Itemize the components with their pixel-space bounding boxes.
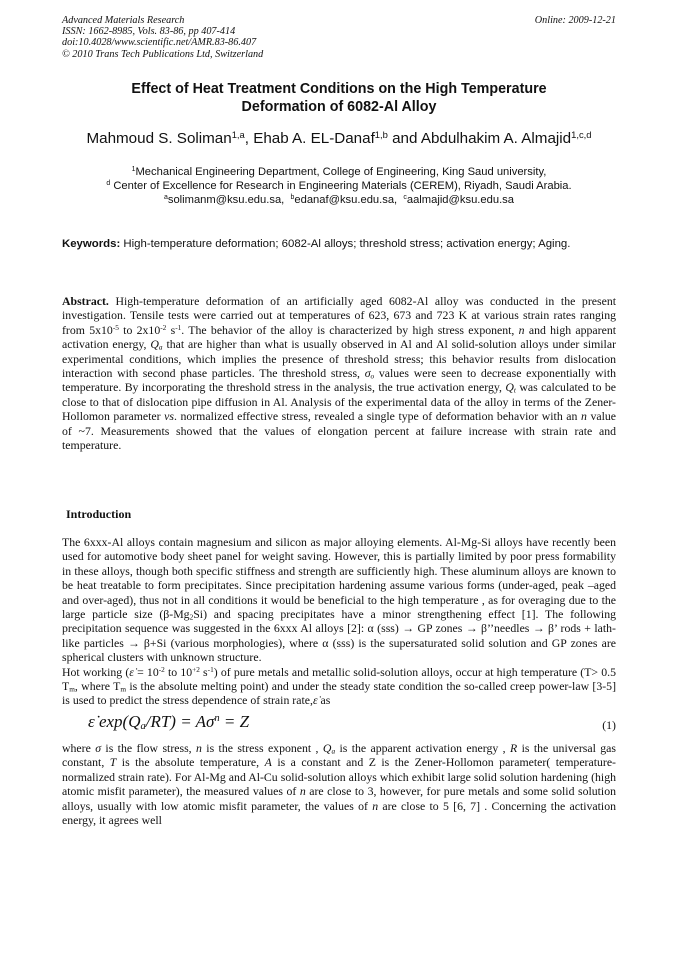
body-text: are close to 5 [6, 7] . Concerning the activation energy, it agrees well bbox=[62, 798, 616, 828]
author-sup: 1,a bbox=[231, 128, 245, 140]
abstract-text: High-temperature deformation of an artificially aged 6082-Al alloy was conducted in the present investigation. Tensile tests were carried out at temperatures of 623, 673 and 723 K at various strain rates ranging from 5x10 bbox=[62, 294, 616, 337]
body-text: is the stress exponent , bbox=[201, 741, 323, 755]
body-text: is the universal gas constant, bbox=[62, 741, 616, 770]
body-text: to 10 bbox=[164, 664, 193, 679]
equation-number: (1) bbox=[602, 718, 616, 732]
online-date: Online: 2009-12-21 bbox=[534, 15, 616, 26]
math-symbol: n bbox=[518, 322, 525, 337]
author-sup: 1,c,d bbox=[571, 128, 592, 140]
body-text: as bbox=[317, 693, 331, 708]
doi: doi:10.4028/www.scientific.net/AMR.83-86.407 bbox=[62, 37, 257, 49]
abstract-label: Abstract. bbox=[62, 294, 109, 308]
math-symbol: ε̇ bbox=[129, 664, 134, 679]
math-subscript: a bbox=[158, 342, 163, 352]
copyright: © 2010 Trans Tech Publications Ltd, Switzerland bbox=[62, 48, 264, 60]
introduction-body bbox=[62, 535, 616, 708]
subscript: m bbox=[120, 684, 127, 694]
body-text: is the absolute melting point) and under the steady state condition the so-called creep power-law [3-5] is used to predict the stress dependence of strain rate, bbox=[62, 679, 616, 708]
subscript: 2 bbox=[189, 612, 194, 622]
abstract-text: that are higher than what is usually observed in Al and Al solid-solution alloys under similar experimental conditions, which implies the presence of threshold stress; this behavior results from dislocation interaction with second phase particles. The threshold stress, bbox=[62, 337, 616, 381]
superscript: +2 bbox=[192, 664, 200, 674]
italic-text: vs bbox=[164, 409, 174, 424]
affiliation-2 bbox=[40, 179, 638, 193]
paragraph bbox=[62, 535, 616, 665]
body-text: ) of pure metals and metallic solid-solution alloys, occur at high temperature (T> 0.5 T bbox=[62, 664, 616, 694]
email-sup: a bbox=[163, 194, 168, 202]
body-text: , where T bbox=[74, 679, 121, 694]
keywords-text: High-temperature deformation; 6082-Al alloys; threshold stress; activation energy; Aging. bbox=[120, 238, 571, 250]
email: edanaf@ksu.edu.sa, bbox=[294, 194, 398, 206]
affiliation-sup: d bbox=[106, 180, 111, 188]
equation-part: = Z bbox=[219, 712, 250, 731]
email: aalmajid@ksu.edu.sa bbox=[406, 194, 514, 206]
author-sup: 1,b bbox=[374, 128, 388, 140]
math-symbol: n bbox=[580, 409, 587, 424]
body-text: is the absolute temperature, bbox=[116, 755, 265, 770]
math-symbol: n bbox=[299, 784, 306, 799]
email-sup: c bbox=[403, 194, 407, 202]
paper-title bbox=[60, 81, 618, 116]
title-line-1: Effect of Heat Treatment Conditions on the High Temperature bbox=[131, 81, 547, 97]
equation-superscript: n bbox=[214, 713, 220, 725]
math-symbol: A bbox=[264, 755, 272, 770]
subscript: m bbox=[69, 684, 75, 694]
paragraph bbox=[62, 665, 616, 708]
body-text: where bbox=[62, 741, 96, 755]
superscript: -1 bbox=[207, 664, 214, 674]
body-text: Hot working ( bbox=[62, 664, 130, 679]
math-subscript: t bbox=[513, 385, 516, 395]
title-line-2: Deformation of 6082-Al Alloy bbox=[241, 98, 437, 115]
abstract-text: to 2x10 bbox=[118, 322, 161, 337]
equation-part: ε̇ exp( bbox=[88, 712, 129, 731]
email-sup: b bbox=[290, 194, 295, 202]
equation-part: /RT) = Aσ bbox=[145, 712, 215, 731]
body-text: = 10 bbox=[133, 664, 159, 679]
issn: ISSN: 1662-8985, Vols. 83-86, pp 407-414 bbox=[62, 26, 236, 38]
abstract-text: . The behavior of the alloy is characterized by high stress exponent, bbox=[181, 322, 519, 337]
journal-name: Advanced Materials Research bbox=[62, 15, 185, 26]
affiliation-text: Center of Excellence for Research in Engineering Materials (CEREM), Riyadh, Saudi Arabia. bbox=[110, 180, 572, 192]
math-subscript: a bbox=[331, 746, 336, 756]
affiliations bbox=[40, 165, 638, 207]
math-subscript: o bbox=[370, 371, 375, 381]
section-heading-introduction: Introduction bbox=[66, 507, 132, 521]
abstract-text: and high apparent activation energy, bbox=[62, 322, 616, 352]
math-symbol: R bbox=[510, 741, 518, 755]
body-text: The 6xxx-Al alloys contain magnesium and silicon as major alloying elements. Al-Mg-Si alloys have recently been used for automotive body sheet panel for weight saving. However, this is partially limited by poor press formability in these alloys, though both specific stiffness and strength are sufficiently high. These aluminum alloys are known to be heat treatable to form precipitates. Since precipitation hardening assume various forms (under-aged, peak –aged and over-aged), thus not in all conditions it would be beneficial to the high temperature , as for overaging due to the large particle size (β-Mg bbox=[62, 535, 616, 622]
abstract-sup: -1 bbox=[175, 322, 182, 332]
body-continued bbox=[62, 741, 616, 827]
body-text: is the flow stress, bbox=[101, 741, 197, 755]
paragraph bbox=[62, 741, 616, 827]
abstract-text: s bbox=[166, 322, 176, 337]
math-symbol: Q bbox=[322, 741, 332, 755]
math-symbol: Q bbox=[150, 337, 159, 352]
abstract-text: was calculated to be close to that of dislocation pipe diffusion in Al. Analysis of the experimental data of the alloy in terms of the Zener- Hollomon parameter bbox=[62, 380, 617, 424]
keywords-label: Keywords: bbox=[62, 238, 121, 250]
math-symbol: σ bbox=[95, 741, 102, 755]
journal-header bbox=[62, 15, 616, 60]
author-name: and Abdulhakim A. Almajid bbox=[387, 130, 572, 147]
affiliation-text: Mechanical Engineering Department, College of Engineering, King Saud university, bbox=[135, 166, 547, 178]
author-name: , Ehab A. EL-Danaf bbox=[244, 130, 375, 147]
abstract-text: value of ~7. Measurements showed that the values of elongation percent at failure increase with strain rate and temperature. bbox=[62, 409, 616, 453]
affiliation-1 bbox=[40, 165, 638, 179]
equation-1 bbox=[88, 712, 616, 738]
abstract bbox=[62, 294, 616, 452]
math-symbol: n bbox=[196, 741, 202, 755]
author-name: Mahmoud S. Soliman bbox=[86, 130, 232, 147]
equation-subscript: a bbox=[140, 721, 146, 733]
math-symbol: ε̇ bbox=[312, 693, 318, 708]
body-text: is a constant and Z is the Zener-Hollomon parameter( temperature-normalized strain rate). For Al-Mg and Al-Cu solid-solution alloys which exhibit large solid solution hardening (high atomic misfit parameter), the measured values of bbox=[62, 755, 616, 799]
affiliation-sup: 1 bbox=[131, 166, 136, 174]
abstract-sup: -2 bbox=[160, 322, 167, 332]
abstract-sup: -5 bbox=[112, 322, 119, 332]
body-text: are close to 3, however, for pure metals and some solid solution alloys, usually with low atomic misfit parameter, the values of bbox=[62, 784, 616, 813]
superscript: -2 bbox=[158, 664, 165, 674]
body-text: s bbox=[199, 664, 208, 679]
equation-part: Q bbox=[128, 712, 141, 731]
email: solimanm@ksu.edu.sa, bbox=[167, 194, 285, 206]
math-symbol: σ bbox=[364, 366, 371, 381]
math-symbol: Q bbox=[505, 380, 514, 395]
keywords bbox=[62, 235, 616, 253]
body-text: Si) and spacing precipitates have a minor strengthening effect [1]. The following precipitation sequence was suggested in the 6xxx Al alloys [2]: α (sss) → GP zones → β’’needles → β’ rods + lath-like particles → β+Si (various morphologies), where α (sss) is the supersaturated solid solution and GP zones are spherical clusters with unknown structure. bbox=[62, 607, 616, 665]
author-list bbox=[50, 130, 628, 148]
abstract-text: values were seen to decrease exponentially with temperature. By incorporating the threshold stress in the analysis, the true activation energy, bbox=[62, 366, 616, 395]
body-text: is the apparent activation energy , bbox=[335, 741, 510, 755]
math-symbol: n bbox=[372, 798, 379, 813]
math-symbol: T bbox=[109, 755, 117, 770]
abstract-text: . normalized effective stress, revealed a single type of deformation behavior with an bbox=[173, 409, 581, 424]
equation-formula bbox=[88, 712, 249, 732]
emails bbox=[40, 193, 638, 207]
